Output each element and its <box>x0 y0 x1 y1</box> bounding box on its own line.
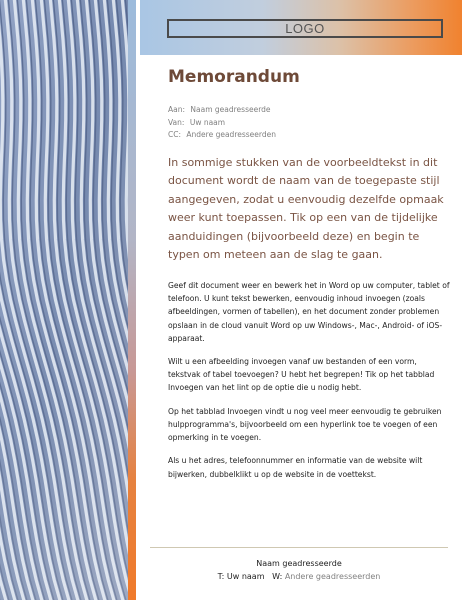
body-paragraph[interactable]: Als u het adres, telefoonnummer en informatie van de website wilt bijwerken, dubbelklikt u op de website in de voettekst. <box>168 456 423 479</box>
footer <box>150 557 448 583</box>
from-label: Van: <box>168 117 185 127</box>
footer-web-value[interactable]: Andere geadresseerden <box>284 572 381 581</box>
intro-paragraph[interactable]: In sommige stukken van de voorbeeldtekst in dit document wordt de naam van de toegepaste stijl aangegeven, zodat u eenvoudig dezelfde opmaak weer kunt toepassen. Tik op een van de tijdelijke aanduidingen (bijvoorbeeld deze) en begin te typen om meteen aan de slag te gaan. <box>168 155 444 262</box>
from-value[interactable]: Uw naam <box>189 117 226 127</box>
body-paragraph[interactable]: Op het tabblad Invoegen vindt u nog veel meer eenvoudig te gebruiken hulpprogramma's, bijvoorbeeld om een hyperlink toe te voegen of een opmerking in te voegen. <box>168 406 442 443</box>
memo-recipients <box>168 104 450 142</box>
footer-name[interactable]: Naam geadresseerde <box>256 559 342 568</box>
from-line[interactable] <box>168 117 450 130</box>
cc-line[interactable] <box>168 129 450 142</box>
memo-content <box>168 66 450 491</box>
memo-title[interactable]: Memorandum <box>168 67 300 87</box>
body-paragraph[interactable]: Wilt u een afbeelding invoegen vanaf uw bestanden of een vorm, tekstvak of tabel toevoegen? U hebt het begrepen! Tik op het tabblad Invoegen van het lint op de optie die u nodig hebt. <box>168 357 435 393</box>
body-paragraph[interactable]: Geef dit document weer en bewerk het in Word op uw computer, tablet of telefoon. U kunt tekst bewerken, eenvoudig inhoud invoegen (zoals afbeeldingen, vormen of tabellen), en het document zonder problemen opslaan in de cloud vanuit Word op uw Windows-, Mac-, Android- of iOS-apparaat. <box>168 281 450 343</box>
footer-phone-value[interactable]: Uw naam <box>226 572 265 581</box>
logo-placeholder[interactable]: LOGO <box>167 19 443 38</box>
snow-groomed-slope-photo <box>0 0 128 600</box>
cc-label: CC: <box>168 130 182 139</box>
footer-phone-label: T: <box>217 572 225 581</box>
to-label: Aan: <box>168 105 186 114</box>
footer-divider <box>150 547 448 548</box>
accent-gradient-strip <box>128 0 136 600</box>
footer-web-label: W: <box>272 572 283 581</box>
body-text <box>168 279 450 481</box>
footer-contact-line <box>150 570 448 583</box>
to-line[interactable] <box>168 104 450 117</box>
cc-value[interactable]: Andere geadresseerden <box>186 130 276 139</box>
to-value[interactable]: Naam geadresseerde <box>190 105 271 114</box>
header-band <box>140 0 462 55</box>
